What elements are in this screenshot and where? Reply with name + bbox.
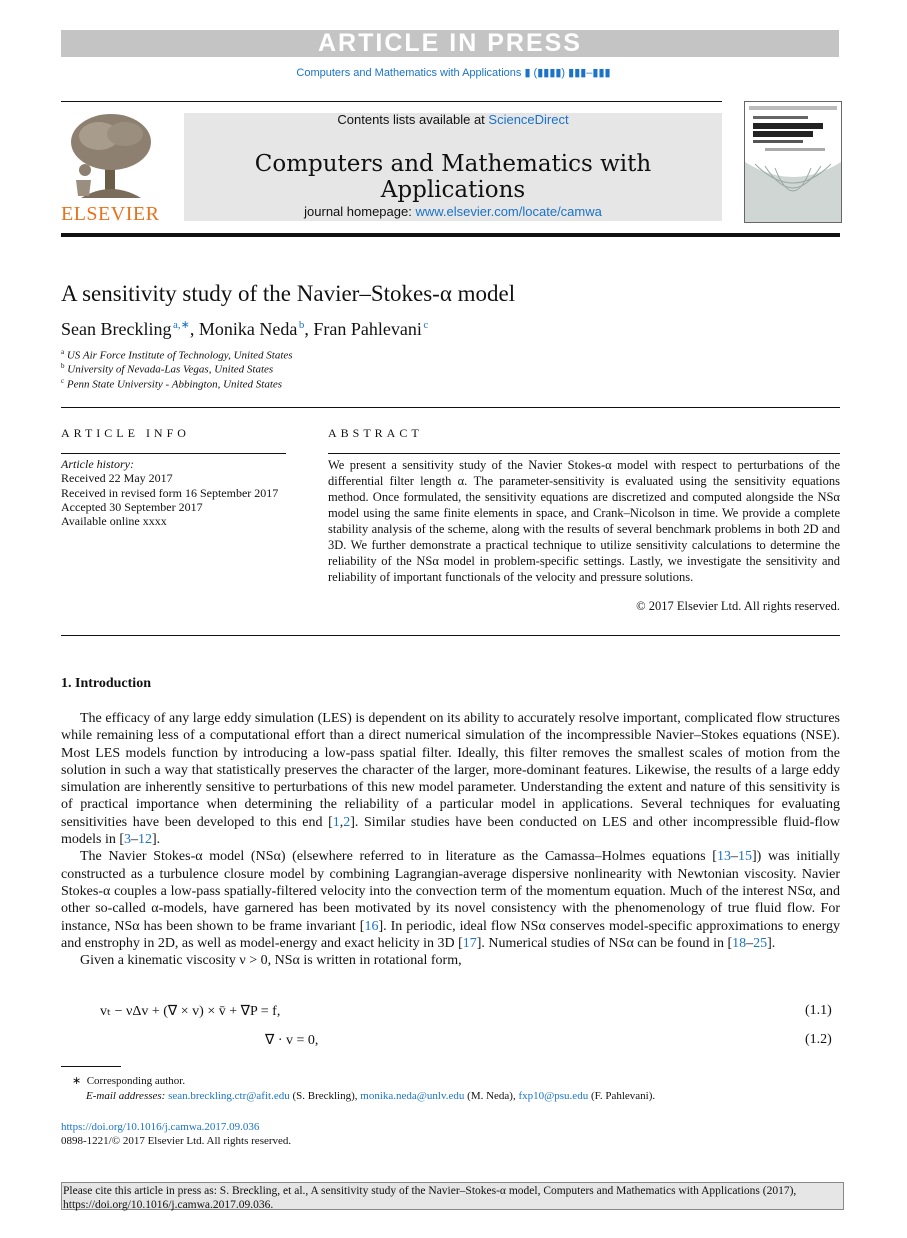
- homepage-link[interactable]: www.elsevier.com/locate/camwa: [415, 204, 602, 219]
- journal-header-box: [184, 113, 722, 221]
- text: ]. Numerical studies of NSα can be found in [: [476, 935, 733, 951]
- doi-url[interactable]: https://doi.org/10.1016/j.camwa.2017.09.036: [61, 1121, 260, 1133]
- section-heading-introduction: 1. Introduction: [61, 676, 151, 691]
- affiliation-mark: c: [61, 377, 65, 385]
- reference-link[interactable]: 15: [737, 849, 752, 865]
- author-name[interactable]: Monika Neda: [198, 319, 298, 339]
- contents-prefix: Contents lists available at: [337, 112, 489, 127]
- abstract-text: We present a sensitivity study of the Navier Stokes-α model with respect to perturbations of the differential filter length α. The parameter-sensitivity is evaluated using the sensitivity equations method. Once formulated, the sensitivity equations are discretized and computed alongside the NSα model using the same finite elements in space, and Crank–Nicolson in time. We provide a complete stability analysis of the scheme, along with the results of several benchmark problems in both 2D and 3D. We further demonstrate a practical technique to utilize sensitivity calculations to determine the reliability of the NSα model in problem-specific settings. Lastly, we investigate the sensitivity and reliability of important functionals of the velocity and pressure solutions.: [328, 458, 840, 584]
- abstract-bottom-rule: [61, 635, 840, 636]
- reference-link[interactable]: 12: [138, 832, 152, 848]
- abstract-copyright: © 2017 Elsevier Ltd. All rights reserved.: [636, 599, 840, 613]
- footnote-text: Corresponding author.: [86, 1075, 186, 1087]
- email-owner: (S. Breckling),: [289, 1090, 361, 1102]
- equation-number: (1.1): [805, 1003, 832, 1018]
- email-footnote: [86, 1090, 655, 1102]
- email-owner: (F. Pahlevani).: [588, 1090, 656, 1102]
- email-label: E-mail addresses:: [86, 1090, 166, 1102]
- issn-line: 0898-1221/© 2017 Elsevier Ltd. All rights reserved.: [61, 1135, 292, 1147]
- affiliation-text: University of Nevada-Las Vegas, United States: [67, 363, 274, 376]
- author-affiliation-mark[interactable]: b: [298, 319, 305, 331]
- homepage-line: [184, 204, 722, 219]
- footnote-mark: ∗: [72, 1075, 82, 1087]
- journal-citation-line[interactable]: Computers and Mathematics with Applications ▮ (▮▮▮▮) ▮▮▮–▮▮▮: [296, 67, 611, 79]
- text: The Navier Stokes-α model (NSα) (elsewhere referred to in literature as the Camassa–Holmes equations [: [80, 849, 717, 865]
- paragraph: Given a kinematic viscosity ν > 0, NSα is written in rotational form,: [80, 953, 462, 969]
- text: The efficacy of any large eddy simulation (LES) is dependent on its ability to accurately resolve important, complicated flow structures while remaining less of a computational effort than a direct numerical simulation of the incompressible Navier–Stokes equations (NSE). Most LES models function by introducing a low-pass spatial filter. Ideally, this filter removes the smallest scales of motion from the solution in such a way that statistically preserves the character of the larger, more-dominant features. Likewise, the results of a large eddy simulation are inherently sensitive to perturbations of this new model parameter. Understanding the extent and nature of this sensitivity is of practical importance when determining the reliability of a particular model in applications. Several techniques for evaluating sensitivities have been developed to this end [: [61, 711, 840, 830]
- equation: vₜ − νΔv + (∇ × v) × v̄ + ∇P = f,: [100, 1004, 281, 1019]
- info-top-rule: [61, 407, 840, 408]
- reference-link[interactable]: 3: [124, 832, 131, 848]
- text: ]. Similar studies have been conducted on LES and other incompressible fluid-flow models in [: [61, 814, 840, 848]
- article-history: [61, 457, 278, 528]
- author-affiliation-mark[interactable]: c: [423, 319, 429, 331]
- header-top-rule: [61, 101, 722, 102]
- article-in-press-banner: ARTICLE IN PRESS: [61, 30, 839, 57]
- text: ].: [767, 935, 776, 951]
- paragraph: The efficacy of any large eddy simulation (LES) is dependent on its ability to accurately resolve important, complicated flow structures while remaining less of a computational effort than a direct numerical simulation of the incompressible Navier–Stokes equations (NSE). Most LES models function by introducing a low-pass spatial filter. Ideally, this filter removes the smallest scales of motion from the solution in such a way that statistically preserves the character of the larger, more-dominant features. Likewise, the results of a large eddy simulation are inherently sensitive to perturbations of this new model parameter. Understanding the extent and nature of this sensitivity is of practical importance when determining the reliability of a particular model in applications. Several techniques for evaluating sensitivities have been developed to this end [1,2]. Similar studies have been conducted on LES and other incompressible fluid-flow models in [3–12].: [61, 711, 840, 848]
- sciencedirect-link[interactable]: ScienceDirect: [488, 112, 569, 127]
- equation-number: (1.2): [805, 1032, 832, 1047]
- contents-line: [184, 113, 722, 127]
- reference-link[interactable]: 16: [364, 918, 379, 934]
- cover-image-icon: [745, 102, 841, 222]
- text: ]) was initially constructed as a turbulence closure model by combining Lagrangian-average dispersive nonlinearity with Newtonian viscosity. Navier Stokes-α couples a low-pass spatially-filtered velocity into the convection term of the momentum equation. Much of the interest NSα, and other so-called α-models, have garnered has been motivated by its novel consistency with the phenomenology of true fluid flow. For instance, NSα has been shown to be frame invariant [: [61, 849, 840, 934]
- history-label: Article history:: [61, 457, 134, 471]
- corresponding-footnote: [72, 1074, 185, 1087]
- history-item: Available online xxxx: [61, 514, 167, 529]
- journal-title: Computers and Mathematics with Applications: [254, 151, 652, 203]
- cite-this-article-box: Please cite this article in press as: S. Breckling, et al., A sensitivity study of the Navier–Stokes-α model, Computers and Mathematics with Applications (2017), https://doi.org/10.1016/j.camwa.2017.09.036.: [61, 1182, 844, 1210]
- affiliation: [61, 348, 293, 362]
- text: ]. In periodic, ideal flow NSα conserves model-specific approximations to energy and enstrophy in 2D, as well as model-energy and exact helicity in 3D [: [61, 918, 840, 951]
- article-title: A sensitivity study of the Navier–Stokes-α model: [61, 281, 516, 306]
- reference-link[interactable]: 18: [732, 935, 747, 951]
- reference-link[interactable]: 25: [753, 935, 768, 951]
- author-name[interactable]: Fran Pahlevani: [313, 319, 422, 339]
- history-item: Accepted 30 September 2017: [61, 499, 203, 514]
- history-item: Received 22 May 2017: [61, 471, 173, 486]
- article-info-heading: ARTICLE INFO: [61, 426, 190, 440]
- affiliation-mark: a: [61, 348, 65, 356]
- email-link[interactable]: sean.breckling.ctr@afit.edu: [168, 1090, 290, 1102]
- reference-link[interactable]: 13: [716, 849, 731, 865]
- article-info-rule: [61, 453, 286, 454]
- author-affiliation-mark[interactable]: a,∗: [173, 319, 190, 331]
- history-item: Received in revised form 16 September 2017: [61, 485, 279, 500]
- elsevier-tree-logo-icon: [61, 110, 161, 202]
- footnote-rule: [61, 1066, 121, 1067]
- affiliation: [61, 362, 273, 376]
- abstract-rule: [328, 453, 840, 454]
- reference-link[interactable]: 17: [462, 935, 477, 951]
- text: ].: [152, 832, 161, 848]
- paragraph: The Navier Stokes-α model (NSα) (elsewhere referred to in literature as the Camassa–Holmes equations [13–15]) was initially constructed as a turbulence closure model by combining Lagrangian-average dispersive nonlinearity with Newtonian viscosity. Navier Stokes-α couples a low-pass spatially-filtered velocity into the convection term of the momentum equation. Much of the interest NSα, and other so-called α-models, have garnered has been motivated by its novel consistency with the phenomenology of true fluid flow. For instance, NSα has been shown to be frame invariant [16]. In periodic, ideal flow NSα conserves model-specific approximations to energy and enstrophy in 2D, as well as model-energy and exact helicity in 3D [17]. Numerical studies of NSα can be found in [18–25].: [61, 849, 840, 951]
- affiliation: [61, 377, 282, 391]
- email-link[interactable]: fxp10@psu.edu: [518, 1090, 589, 1102]
- author-list: Sean Breckling $^{a,∗}$, Monika Neda $^b$, Fran Pahlevani $^c$: [61, 319, 429, 339]
- journal-cover-thumbnail[interactable]: [744, 101, 842, 223]
- elsevier-wordmark: ELSEVIER: [61, 203, 160, 225]
- reference-link[interactable]: 1: [332, 814, 340, 830]
- email-owner: (M. Neda),: [464, 1090, 519, 1102]
- abstract-heading: ABSTRACT: [328, 426, 423, 440]
- affiliation-text: US Air Force Institute of Technology, United States: [66, 349, 293, 362]
- author-name[interactable]: Sean Breckling: [61, 319, 172, 339]
- email-link[interactable]: monika.neda@unlv.edu: [360, 1090, 465, 1102]
- reference-link[interactable]: 2: [343, 814, 351, 830]
- doi-link[interactable]: [61, 1121, 259, 1133]
- equation: ∇ · v = 0,: [265, 1033, 319, 1048]
- affiliation-text: Penn State University - Abbington, United States: [66, 378, 283, 391]
- homepage-prefix: journal homepage:: [304, 204, 416, 219]
- header-thick-rule: [61, 233, 840, 237]
- affiliation-mark: b: [61, 362, 65, 370]
- intro-body: [61, 710, 840, 969]
